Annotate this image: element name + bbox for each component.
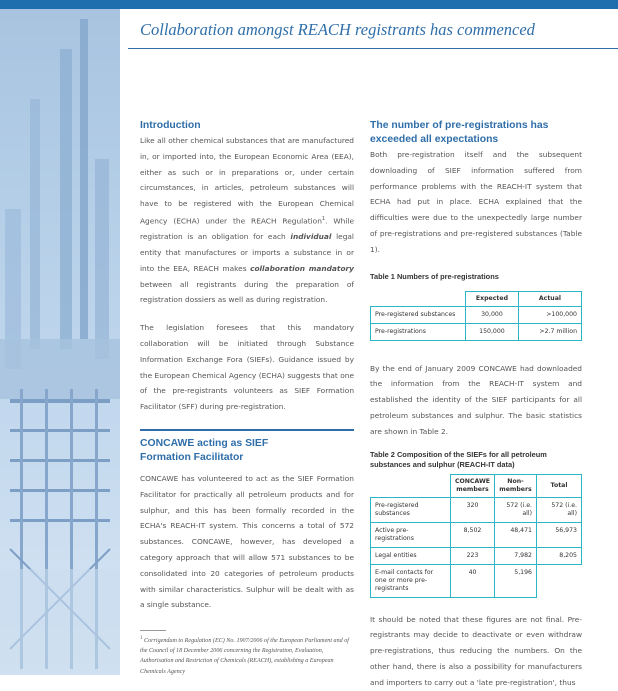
refinery-illustration xyxy=(0,9,120,675)
table-row xyxy=(371,306,582,323)
footnote-ref: 1 xyxy=(321,215,326,222)
table-header-cell xyxy=(371,291,466,306)
introduction-heading: Introduction xyxy=(140,120,201,131)
preregistrations-paragraph-2: By the end of January 2009 CONCAWE had downloaded the information from the REACH-IT system and established the identity of the SIEF participants for all petroleum substances and sulphur. The basic statistics are shown in Table 2. xyxy=(370,363,582,436)
table-cell: 40 xyxy=(451,564,495,597)
table-cell: Pre-registered substances xyxy=(371,497,451,522)
facilitator-paragraph: CONCAWE has volunteered to act as the SIEF Formation Facilitator for practically all petroleum products and for sulphur, and this has been formally recorded in the ECHA's REACH-IT system. This concerns a total of 572 substances. CONCAWE, however, has developed a category approach that will allow 571 substances to be consolidated into 20 categories of petroleum products with similar characteristics. Sulphur will be dealt with as a single substance. xyxy=(140,474,354,610)
table-cell: 30,000 xyxy=(466,306,519,323)
preregistrations-heading-line1: The number of pre-registrations has xyxy=(370,120,549,131)
table-cell: 48,471 xyxy=(495,522,537,547)
table-header-cell: Total xyxy=(537,474,582,497)
spacer xyxy=(140,415,354,429)
table-cell: Active pre-registrations xyxy=(371,522,451,547)
table-header-row xyxy=(371,291,582,306)
table-cell: 8,205 xyxy=(537,547,582,564)
spacer xyxy=(370,598,582,612)
footnote xyxy=(140,634,354,677)
table1-title: Table 1 Numbers of pre-registrations xyxy=(370,271,499,281)
table-cell: Pre-registered substances xyxy=(371,306,466,323)
table2-title-line1: Table 2 Composition of the SIEFs for all petroleum xyxy=(370,449,547,459)
table-cell: 56,973 xyxy=(537,522,582,547)
spacer xyxy=(370,440,582,450)
table-cell: 7,982 xyxy=(495,547,537,564)
table-cell: Legal entities xyxy=(371,547,451,564)
facilitator-heading-block xyxy=(140,431,354,465)
spacer xyxy=(370,341,582,361)
footnote-number: 1 xyxy=(140,636,143,641)
table-header-cell: Non-members xyxy=(495,474,537,497)
table-cell: Pre-registrations xyxy=(371,323,466,340)
table-cell: >2.7 million xyxy=(518,323,581,340)
table-header-cell xyxy=(371,474,451,497)
left-column xyxy=(140,119,354,613)
table-cell: >100,000 xyxy=(518,306,581,323)
introduction-paragraph-1 xyxy=(140,133,354,308)
intro-text-d: between all registrants during the preparation of registration dossiers as well as during registration. xyxy=(140,279,354,305)
intro-text-a: Like all other chemical substances that are manufactured in, or imported into, the European Economic Area (EEA), either as such or in preparations or, under certain circumstances, in articles, petroleum substances will have to be registered with the European Chemical Agency (ECHA) under the REACH Regulation xyxy=(140,136,354,226)
table2-title-line2: substances and sulphur (REACH-IT data) xyxy=(370,459,515,469)
table-cell xyxy=(537,564,582,597)
table-header-row xyxy=(371,474,582,497)
introduction-paragraph-2: The legislation foresees that this mandatory collaboration will be initiated through Substance Information Exchange Fora (SIEFs). Guidance issued by the European Chemical Agency (ECHA) suggests that one of the pre-registrants volunteers as SIEF Formation Facilitator (SFF) during pre-registration. xyxy=(140,323,354,412)
table-row xyxy=(371,323,582,340)
intro-text-c: legal entity that manufactures or imports a substance in or into the EEA, REACH makes xyxy=(140,232,354,273)
top-banner xyxy=(0,0,618,9)
refinery-photo-sidebar xyxy=(0,9,120,675)
table-cell: 223 xyxy=(451,547,495,564)
table-header-cell: CONCAWE members xyxy=(451,474,495,497)
table-cell: 5,196 xyxy=(495,564,537,597)
table-cell: 320 xyxy=(451,497,495,522)
spacer xyxy=(370,258,582,272)
table-cell: 150,000 xyxy=(466,323,519,340)
footnote-text: Corrigendum to Regulation (EC) No. 1907/2006 of the European Parliament and of the Council of 18 December 2006 concerning the Registration, Evaluation, Authorisation and Restriction of Chemicals (REACH), establishing a European Chemicals Agency xyxy=(140,638,349,675)
preregistrations-paragraph-3: It should be noted that these figures are not final. Pre-registrants may decide to deactivate or even withdraw pre-registrations, thus reducing the numbers. On the other hand, there is also a possibility for manufacturers and importers to carry out a 'late pre-registration', thus xyxy=(370,614,582,687)
table-row xyxy=(371,547,582,564)
emphasis-individual: individual xyxy=(290,232,332,242)
table2 xyxy=(370,474,582,598)
emphasis-collaboration: collaboration mandatory xyxy=(250,263,354,273)
right-column xyxy=(370,119,582,691)
table-cell: 572 (i.e. all) xyxy=(537,497,582,522)
table-cell: 8,502 xyxy=(451,522,495,547)
table-cell: 572 (i.e. all) xyxy=(495,497,537,522)
table-header-cell: Expected xyxy=(466,291,519,306)
table-row xyxy=(371,497,582,522)
header-rule xyxy=(128,48,618,49)
table-header-cell: Actual xyxy=(518,291,581,306)
page-subtitle: Collaboration amongst REACH registrants has commenced xyxy=(140,20,535,39)
table-row xyxy=(371,522,582,547)
facilitator-heading-line2: Formation Facilitator xyxy=(140,452,244,464)
table-cell: E-mail contacts for one or more pre-registrants xyxy=(371,564,451,597)
intro-text-b: . While registration is an obligation for each xyxy=(140,216,354,242)
table-row xyxy=(371,564,582,597)
table1 xyxy=(370,291,582,341)
footnote-rule xyxy=(140,630,166,631)
spacer xyxy=(370,282,582,291)
preregistrations-paragraph-1: Both pre-registration itself and the subsequent downloading of SIEF information suffered from performance problems with the REACH-IT system that ECHA had put in place. ECHA explained that the difficulties were due to the unexpectedly large number of pre-registrations and pre-registered substances (Table 1). xyxy=(370,150,582,254)
facilitator-heading-line1: CONCAWE acting as SIEF xyxy=(140,438,269,450)
spacer xyxy=(140,308,354,320)
preregistrations-heading-line2: exceeded all expectations xyxy=(370,134,499,145)
